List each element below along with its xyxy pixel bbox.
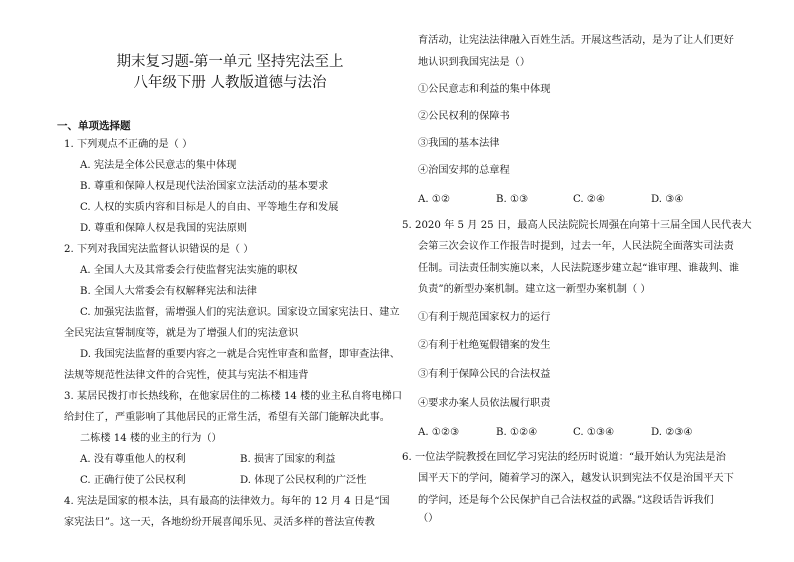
question-5-statement-3: ③有利于保障公民的合法权益 (418, 369, 551, 380)
question-5-stem: 5. 2020 年 5 月 25 日，最高人民法院院长周强在向第十三届全国人民代表大 (402, 220, 752, 231)
question-5-stem-cont: 负责”的新型办案机制。建立这一新型办案机制（ ） (418, 284, 651, 295)
question-5-stem-cont: 任制。司法责任制实施以来，人民法院逐步建立起“谁审理、谁裁判、谁 (418, 263, 740, 274)
question-6-stem-cont: （） (418, 513, 439, 524)
question-3-option-a: A. 没有尊重他人的权利 (80, 454, 186, 465)
question-4-stem: 4. 宪法是国家的根本法，具有最高的法律效力。每年的 12 月 4 日是“国 (64, 496, 390, 507)
document-title: 期末复习题-第一单元 坚持宪法至上 (116, 54, 344, 70)
question-5-statement-2: ②有利于杜绝冤假错案的发生 (418, 340, 551, 351)
question-4-stem-cont: 地认识到我国宪法是（） (418, 57, 531, 68)
document-subtitle: 八年级下册 人教版道德与法治 (133, 75, 327, 91)
question-4-option-a: A. ①② (418, 194, 451, 205)
question-5-statement-4: ④要求办案人员依法履行职责 (418, 398, 551, 409)
question-6-stem-cont: 的学问，还是每个公民保护自己合法权益的武器。”这段话告诉我们 (418, 495, 714, 506)
question-5-option-a: A. ①②③ (418, 427, 460, 438)
question-2-stem: 2. 下列对我国宪法监督认识错误的是（ ） (64, 244, 254, 255)
question-5-option-b: B. ①②④ (496, 427, 538, 438)
question-2-option-a: A. 全国人大及其常委会行使监督宪法实施的职权 (80, 265, 298, 276)
question-3-option-b: B. 损害了国家的利益 (240, 454, 336, 465)
section-heading: 一、单项选择题 (57, 120, 131, 132)
question-1-option-b: B. 尊重和保障人权是现代法治国家立法活动的基本要求 (80, 181, 329, 192)
question-1-stem: 1. 下列观点不正确的是（ ） (64, 139, 193, 150)
question-4-statement-1: ①公民意志和利益的集中体现 (418, 84, 551, 95)
question-3-option-d: D. 体现了公民权利的广泛性 (240, 475, 367, 486)
question-3-stem-cont: 给封住了，严重影响了其他居民的正常生活，希望有关部门能解决此事。 (64, 412, 390, 423)
question-5-stem-cont: 会第三次会议作工作报告时提到，过去一年，人民法院全面落实司法责 (418, 241, 734, 252)
question-5-statement-1: ①有利于规范国家权力的运行 (418, 312, 551, 323)
question-1-option-a: A. 宪法是全体公民意志的集中体现 (80, 160, 237, 171)
question-3-stem: 3. 某居民拨打市长热线称，在他家居住的二栋楼 14 楼的业主私自将电梯口 (64, 391, 403, 402)
question-2-option-d: D. 我国宪法监督的重要内容之一就是合宪性审查和监督，即审查法律、 (80, 349, 400, 360)
question-4-statement-2: ②公民权利的保障书 (418, 111, 510, 122)
question-2-option-b: B. 全国人大常委会有权解释宪法和法律 (80, 286, 257, 297)
question-2-option-c: C. 加强宪法监督，需增强人们的宪法意识。国家设立国家宪法日、建立 (80, 307, 400, 318)
question-5-option-c: C. ①③④ (573, 427, 615, 438)
question-4-option-b: B. ①③ (496, 194, 529, 205)
question-4-statement-3: ③我国的基本法律 (418, 138, 500, 149)
question-4-stem-cont: 家宪法日”。这一天，各地纷纷开展喜闻乐见、灵活多样的普法宣传教 (64, 517, 375, 528)
question-1-option-d: D. 尊重和保障人权是我国的宪法原则 (80, 223, 248, 234)
question-4-option-d: D. ③④ (651, 194, 684, 205)
question-6-stem-cont: 国平天下的学问，随着学习的深入，越发认识到宪法不仅是治国平天下 (418, 473, 734, 484)
question-2-option-c-cont: 全民宪法宣誓制度等，就是为了增强人们的宪法意识 (64, 328, 299, 339)
question-4-option-c: C. ②④ (573, 194, 606, 205)
question-6-stem: 6. 一位法学院教授在回忆学习宪法的经历时说道：“最开始认为宪法是治 (402, 452, 726, 463)
question-2-option-d-cont: 法规等规范性法律文件的合宪性，使其与宪法不相违背 (64, 370, 309, 381)
question-3-stem-cont: 二栋楼 14 楼的业主的行为（） (80, 433, 222, 444)
question-3-option-c: C. 正确行使了公民权利 (80, 475, 186, 486)
question-1-option-c: C. 人权的实质内容和目标是人的自由、平等地生存和发展 (80, 202, 339, 213)
question-4-stem-cont: 育活动，让宪法法律融入百姓生活。开展这些活动，是为了让人们更好 (418, 35, 734, 46)
question-5-option-d: D. ②③④ (651, 427, 693, 438)
question-4-statement-4: ④治国安邦的总章程 (418, 165, 510, 176)
